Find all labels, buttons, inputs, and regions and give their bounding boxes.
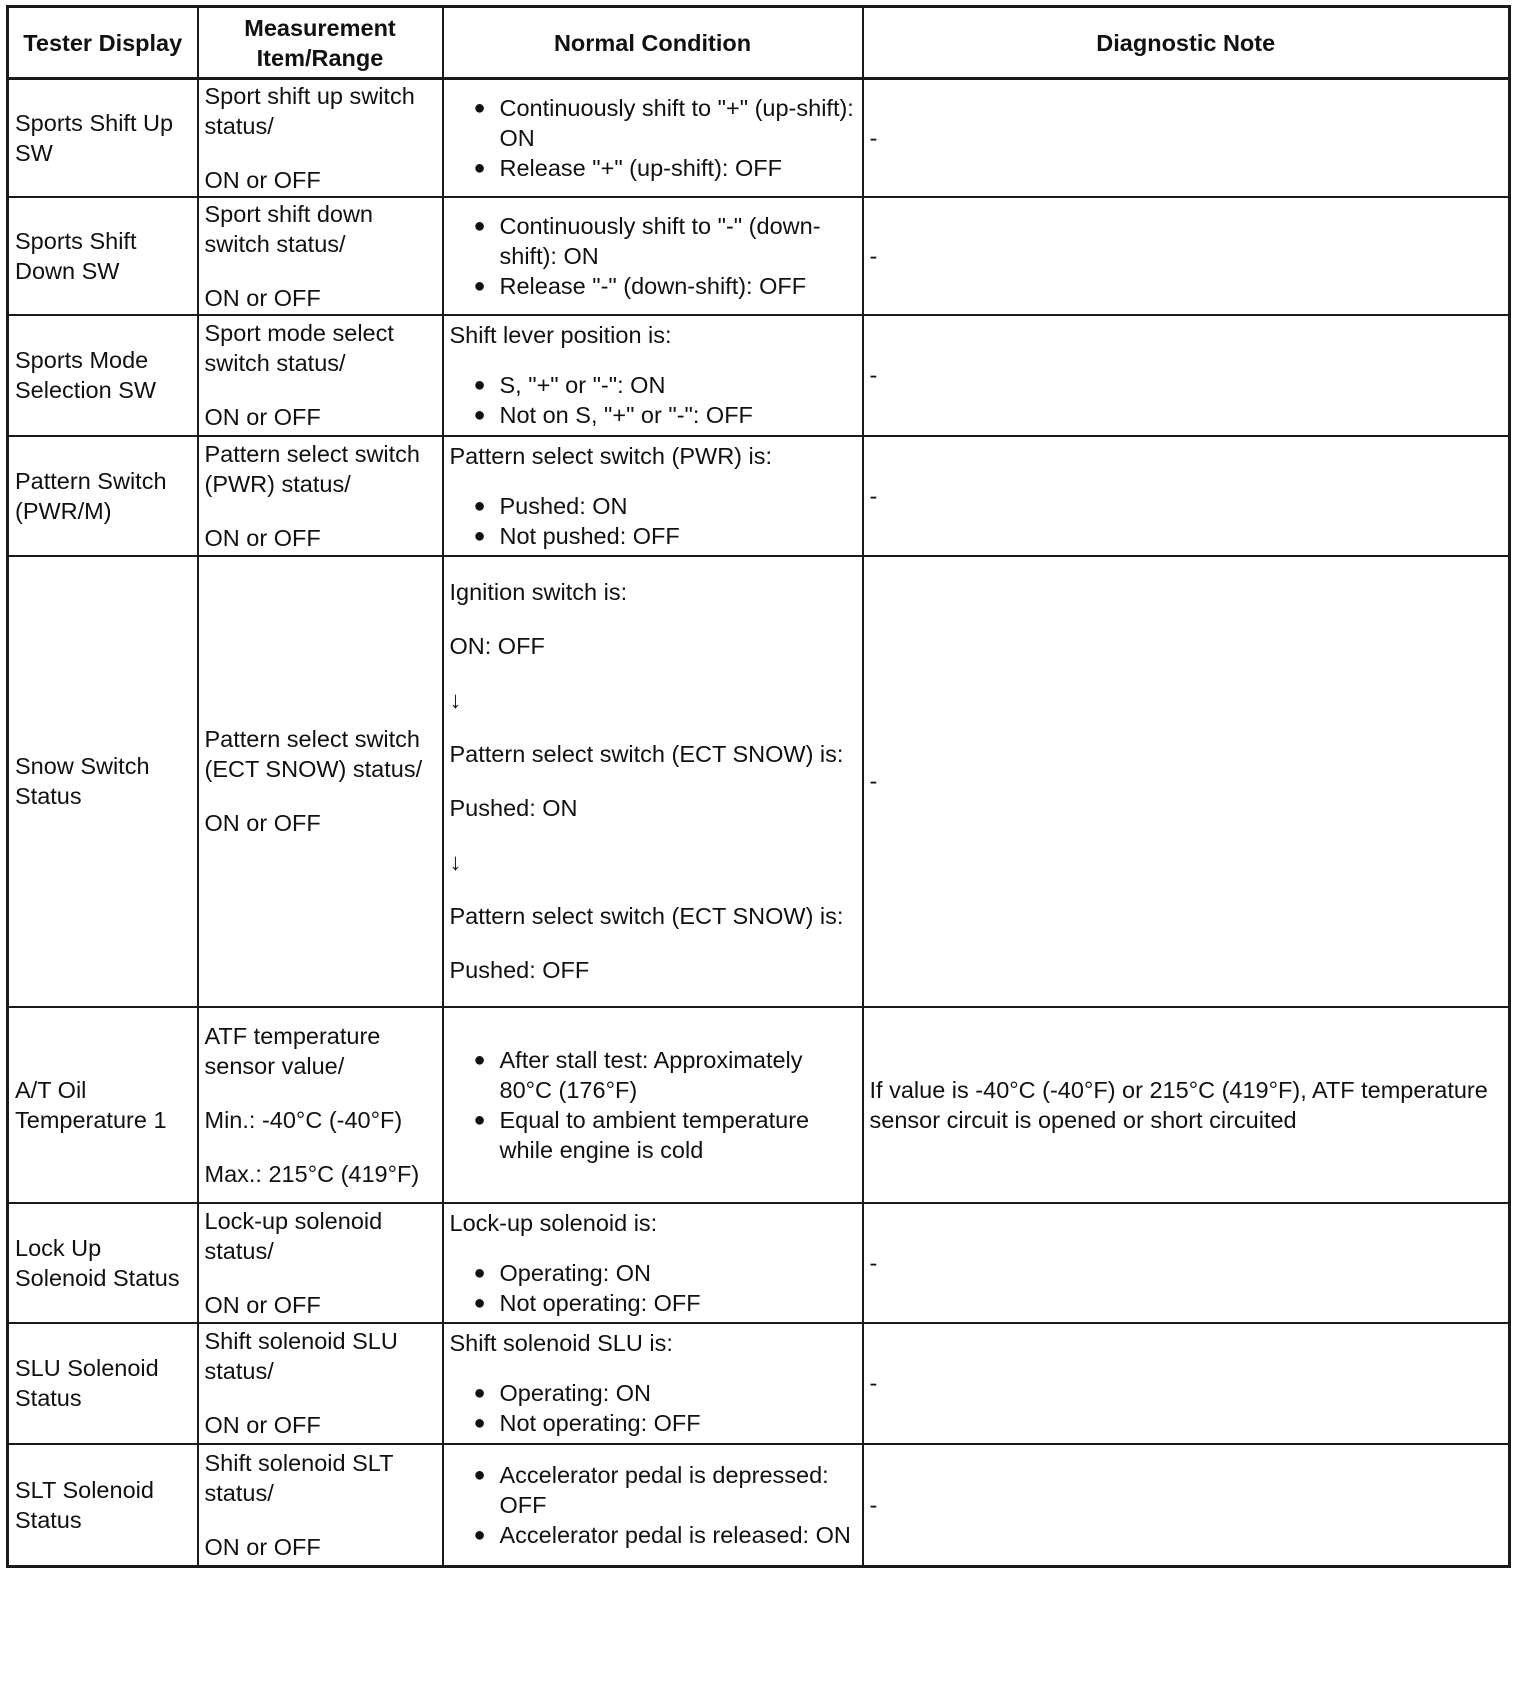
- measurement-line: ON or OFF: [204, 810, 321, 836]
- diagnostic-table: [6, 5, 1511, 1568]
- measurement-line: Min.: -40°C (-40°F): [204, 1106, 403, 1133]
- diagnostic-note-cell: -: [863, 556, 1510, 1007]
- condition-line: ON: OFF: [449, 633, 545, 659]
- tester-display-cell: Pattern Switch (PWR/M): [8, 436, 198, 556]
- tester-display-cell: Sports Shift Down SW: [8, 197, 198, 315]
- measurement-cell: [198, 197, 443, 315]
- normal-condition-cell: [443, 1203, 863, 1323]
- condition-list: [450, 1045, 856, 1165]
- condition-intro: Lock-up solenoid is:: [449, 1209, 658, 1236]
- measurement-line: ATF temperature sensor value/: [204, 1022, 381, 1079]
- condition-item: ● After stall test: Approximately 80°C (176°F): [474, 1045, 856, 1105]
- measurement-line: Lock-up solenoid status/: [204, 1207, 383, 1264]
- condition-item: ● Not operating: OFF: [474, 1408, 856, 1438]
- measurement-line: ON or OFF: [204, 1291, 321, 1318]
- condition-item: ● Operating: ON: [474, 1378, 856, 1408]
- measurement-cell: [198, 1007, 443, 1203]
- table-row: [8, 436, 1510, 556]
- normal-condition-cell: [443, 436, 863, 556]
- header-normal-condition: Normal Condition: [443, 7, 863, 79]
- header-measurement: Measurement Item/Range: [198, 7, 443, 79]
- condition-item: ● Release "+" (up-shift): OFF: [474, 153, 856, 183]
- measurement-line: Shift solenoid SLT status/: [204, 1449, 394, 1506]
- normal-condition-cell: [443, 556, 863, 1007]
- condition-item: ● Not pushed: OFF: [474, 521, 856, 551]
- diagnostic-note-cell: -: [863, 1444, 1510, 1567]
- tester-display-cell: Sports Shift Up SW: [8, 79, 198, 197]
- header-row: [8, 7, 1510, 79]
- measurement-cell: [198, 1203, 443, 1323]
- measurement-line: ON or OFF: [204, 1533, 321, 1560]
- diagnostic-note-cell: -: [863, 436, 1510, 556]
- condition-item: ● Accelerator pedal is depressed: OFF: [474, 1460, 856, 1520]
- table-row: [8, 197, 1510, 315]
- measurement-line: Sport mode select switch status/: [204, 320, 394, 376]
- condition-item: ● Continuously shift to "-" (down-shift): ON: [474, 211, 856, 271]
- normal-condition-cell: [443, 79, 863, 197]
- condition-line: Pattern select switch (ECT SNOW) is:: [449, 903, 844, 929]
- table-body: [8, 79, 1510, 1567]
- diagnostic-note-cell: -: [863, 1323, 1510, 1444]
- tester-display-cell: A/T Oil Temperature 1: [8, 1007, 198, 1203]
- table-header: [8, 7, 1510, 79]
- condition-item: ● Not on S, "+" or "-": OFF: [474, 400, 856, 430]
- table-row: [8, 315, 1510, 436]
- measurement-cell: [198, 436, 443, 556]
- condition-item: ● Operating: ON: [474, 1258, 856, 1288]
- diagnostic-note-cell: -: [863, 79, 1510, 197]
- tester-display-cell: SLU Solenoid Status: [8, 1323, 198, 1444]
- measurement-line: Pattern select switch (ECT SNOW) status/: [204, 726, 423, 782]
- condition-item: ● Continuously shift to "+" (up-shift): ON: [474, 93, 856, 153]
- normal-condition-cell: [443, 315, 863, 436]
- condition-item: ● S, "+" or "-": ON: [474, 370, 856, 400]
- condition-line: Pattern select switch (ECT SNOW) is:: [449, 741, 844, 767]
- arrow-down-icon: ↓: [449, 687, 462, 713]
- condition-list: [450, 211, 856, 301]
- measurement-line: Sport shift down switch status/: [204, 200, 374, 257]
- condition-list: [450, 1460, 856, 1550]
- normal-condition-cell: [443, 197, 863, 315]
- tester-display-cell: Lock Up Solenoid Status: [8, 1203, 198, 1323]
- condition-list: [450, 1378, 856, 1438]
- condition-line: Ignition switch is:: [449, 579, 628, 605]
- condition-item: ● Pushed: ON: [474, 491, 856, 521]
- condition-list: [450, 93, 856, 183]
- condition-list: [450, 491, 856, 551]
- measurement-line: Sport shift up switch status/: [204, 82, 415, 139]
- table-row: [8, 1444, 1510, 1567]
- tester-display-cell: SLT Solenoid Status: [8, 1444, 198, 1567]
- condition-item: ● Release "-" (down-shift): OFF: [474, 271, 856, 301]
- condition-list: [450, 1258, 856, 1318]
- condition-intro: Pattern select switch (PWR) is:: [449, 442, 773, 469]
- measurement-cell: [198, 1444, 443, 1567]
- measurement-line: ON or OFF: [204, 1412, 321, 1438]
- table-row: [8, 79, 1510, 197]
- measurement-cell: [198, 556, 443, 1007]
- diagnostic-note-cell: If value is -40°C (-40°F) or 215°C (419°F), ATF temperature sensor circuit is opened or short circuited: [863, 1007, 1510, 1203]
- tester-display-cell: Snow Switch Status: [8, 556, 198, 1007]
- normal-condition-cell: [443, 1007, 863, 1203]
- measurement-line: ON or OFF: [204, 524, 321, 551]
- measurement-cell: [198, 315, 443, 436]
- measurement-cell: [198, 1323, 443, 1444]
- condition-list: [450, 370, 856, 430]
- measurement-line: Shift solenoid SLU status/: [204, 1328, 398, 1384]
- measurement-line: ON or OFF: [204, 404, 321, 430]
- diagnostic-note-cell: -: [863, 1203, 1510, 1323]
- header-diagnostic-note: Diagnostic Note: [863, 7, 1510, 79]
- condition-intro: Shift solenoid SLU is:: [449, 1330, 673, 1356]
- measurement-line: Pattern select switch (PWR) status/: [204, 440, 421, 497]
- normal-condition-cell: [443, 1444, 863, 1567]
- measurement-line: ON or OFF: [204, 166, 321, 193]
- table-row: [8, 556, 1510, 1007]
- measurement-line: ON or OFF: [204, 284, 321, 311]
- header-tester-display: Tester Display: [8, 7, 198, 79]
- diagnostic-note-cell: -: [863, 315, 1510, 436]
- measurement-cell: [198, 79, 443, 197]
- table-row: [8, 1203, 1510, 1323]
- condition-intro: Shift lever position is:: [449, 322, 672, 348]
- tester-display-cell: Sports Mode Selection SW: [8, 315, 198, 436]
- normal-condition-cell: [443, 1323, 863, 1444]
- condition-item: ● Accelerator pedal is released: ON: [474, 1520, 856, 1550]
- condition-line: Pushed: ON: [449, 795, 578, 821]
- condition-item: ● Equal to ambient temperature while engine is cold: [474, 1105, 856, 1165]
- arrow-down-icon: ↓: [449, 849, 462, 875]
- table-row: [8, 1007, 1510, 1203]
- diagnostic-note-cell: -: [863, 197, 1510, 315]
- condition-line: Pushed: OFF: [449, 957, 590, 983]
- condition-item: ● Not operating: OFF: [474, 1288, 856, 1318]
- measurement-line: Max.: 215°C (419°F): [204, 1160, 420, 1187]
- table-row: [8, 1323, 1510, 1444]
